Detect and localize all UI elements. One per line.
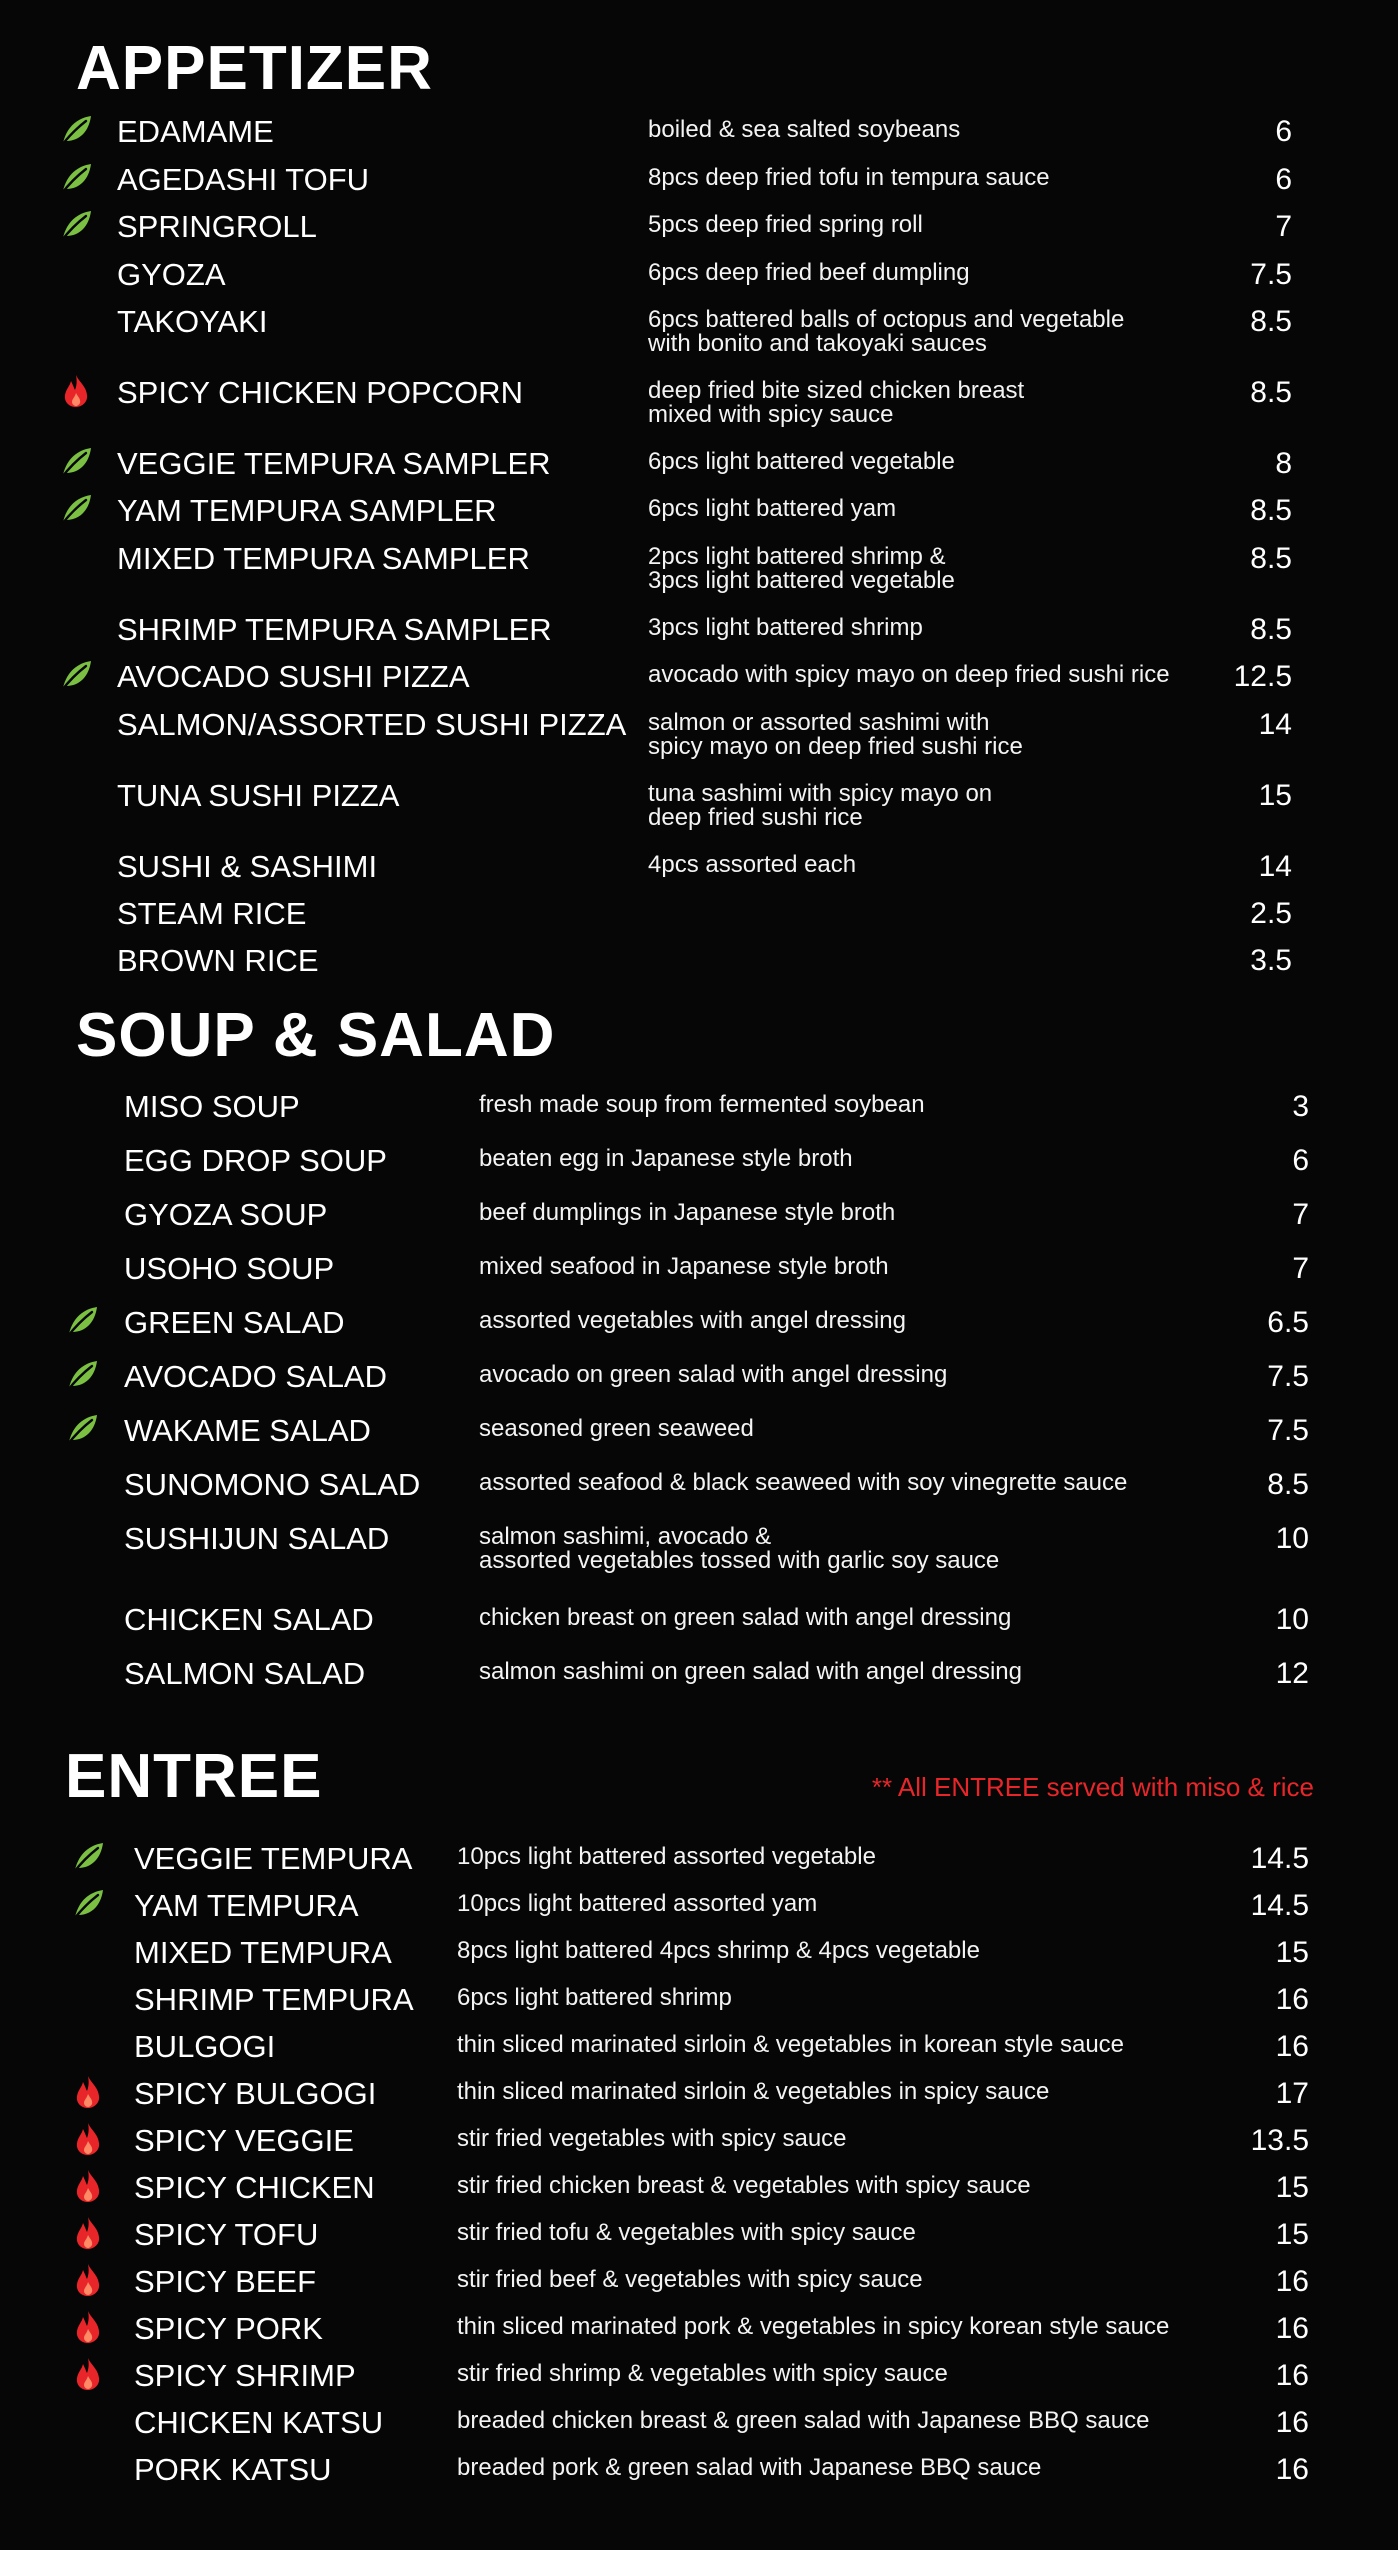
appetizer-item: [0, 657, 1398, 697]
appetizer-title: APPETIZER: [76, 34, 433, 103]
item-name: TUNA SUSHI PIZZA: [117, 778, 400, 813]
appetizer-item: [0, 255, 1398, 295]
item-price: 10: [1275, 1603, 1309, 1636]
entree-item: [0, 2215, 1398, 2255]
flame-icon: [70, 2168, 106, 2204]
appetizer-item: [0, 207, 1398, 247]
item-name: BROWN RICE: [117, 943, 319, 978]
item-description: 6pcs light battered vegetable: [648, 448, 955, 475]
entree-item: [0, 2121, 1398, 2161]
appetizer-item: [0, 373, 1398, 428]
flame-icon: [70, 2121, 106, 2157]
item-name: SPICY BULGOGI: [134, 2076, 377, 2111]
item-name: SPICY TOFU: [134, 2217, 319, 2252]
leaf-icon: [64, 1357, 100, 1393]
item-name: MIXED TEMPURA SAMPLER: [117, 541, 530, 576]
item-price: 14.5: [1250, 1842, 1309, 1875]
flame-icon: [70, 2262, 106, 2298]
entree-item: [0, 1933, 1398, 1973]
item-price: 8.5: [1250, 494, 1292, 527]
flame-icon: [70, 2215, 106, 2251]
item-description: stir fried shrimp & vegetables with spicy sauce: [457, 2360, 948, 2387]
item-description: 8pcs light battered 4pcs shrimp & 4pcs vegetable: [457, 1937, 980, 1964]
item-price: 12.5: [1233, 660, 1292, 693]
item-description: avocado with spicy mayo on deep fried sushi rice: [648, 661, 1170, 688]
soup-salad-item: [0, 1087, 1398, 1127]
soup-salad-title: SOUP & SALAD: [76, 1001, 556, 1070]
item-price: 7.5: [1267, 1414, 1309, 1447]
item-name: SPICY VEGGIE: [134, 2123, 354, 2158]
item-description: seasoned green seaweed: [479, 1415, 754, 1442]
item-description: salmon sashimi on green salad with angel dressing: [479, 1658, 1022, 1685]
item-price: 7: [1292, 1252, 1309, 1285]
soup-salad-item: [0, 1519, 1398, 1574]
item-price: 6: [1275, 115, 1292, 148]
leaf-icon: [58, 207, 94, 243]
item-price: 15: [1275, 2171, 1309, 2204]
appetizer-item: [0, 776, 1398, 831]
item-name: USOHO SOUP: [124, 1251, 335, 1286]
item-description: thin sliced marinated pork & vegetables in spicy korean style sauce: [457, 2313, 1170, 2340]
leaf-icon: [64, 1411, 100, 1447]
item-description: chicken breast on green salad with angel dressing: [479, 1604, 1012, 1631]
soup-salad-item: [0, 1654, 1398, 1694]
flame-icon: [70, 2356, 106, 2392]
item-description: 4pcs assorted each: [648, 851, 857, 878]
leaf-icon: [58, 657, 94, 693]
item-description: beef dumplings in Japanese style broth: [479, 1199, 896, 1226]
item-name: AVOCADO SALAD: [124, 1359, 388, 1394]
item-name: GYOZA SOUP: [124, 1197, 328, 1232]
leaf-icon: [70, 1839, 106, 1875]
item-price: 2.5: [1250, 897, 1292, 930]
leaf-icon: [58, 160, 94, 196]
entree-item: [0, 1980, 1398, 2020]
entree-item: [0, 2027, 1398, 2067]
item-description: avocado on green salad with angel dressing: [479, 1361, 948, 1388]
appetizer-item: [0, 444, 1398, 484]
entree-note: ** All ENTREE served with miso & rice: [871, 1772, 1314, 1802]
item-name: SPICY SHRIMP: [134, 2358, 356, 2393]
item-description: 10pcs light battered assorted vegetable: [457, 1843, 876, 1870]
item-name: SHRIMP TEMPURA SAMPLER: [117, 612, 552, 647]
item-price: 8.5: [1250, 613, 1292, 646]
item-description: stir fried chicken breast & vegetables with spicy sauce: [457, 2172, 1031, 2199]
leaf-icon: [70, 1886, 106, 1922]
item-description: thin sliced marinated sirloin & vegetables in korean style sauce: [457, 2031, 1125, 2058]
item-description: stir fried beef & vegetables with spicy sauce: [457, 2266, 923, 2293]
item-price: 14: [1258, 708, 1292, 741]
appetizer-item: [0, 302, 1398, 357]
item-price: 7: [1292, 1198, 1309, 1231]
item-name: EDAMAME: [117, 114, 274, 149]
item-description: mixed seafood in Japanese style broth: [479, 1253, 889, 1280]
item-name: SPICY BEEF: [134, 2264, 317, 2299]
item-price: 14: [1258, 850, 1292, 883]
item-description: 5pcs deep fried spring roll: [648, 211, 923, 238]
item-description: 10pcs light battered assorted yam: [457, 1890, 818, 1917]
item-name: SUSHI & SASHIMI: [117, 849, 378, 884]
item-description: assorted seafood & black seaweed with soy vinegrette sauce: [479, 1469, 1128, 1496]
item-description: 6pcs light battered shrimp: [457, 1984, 732, 2011]
item-description: boiled & sea salted soybeans: [648, 116, 961, 143]
item-name: AGEDASHI TOFU: [117, 162, 370, 197]
item-description: beaten egg in Japanese style broth: [479, 1145, 853, 1172]
item-price: 16: [1275, 2312, 1309, 2345]
entree-item: [0, 2168, 1398, 2208]
item-description: 8pcs deep fried tofu in tempura sauce: [648, 164, 1050, 191]
item-price: 7.5: [1267, 1360, 1309, 1393]
appetizer-item: [0, 610, 1398, 650]
item-name: MISO SOUP: [124, 1089, 300, 1124]
entree-item: [0, 2403, 1398, 2443]
appetizer-item: [0, 705, 1398, 760]
item-description: salmon or assorted sashimi with spicy mayo on deep fried sushi rice: [648, 709, 1023, 760]
item-price: 14.5: [1250, 1889, 1309, 1922]
flame-icon: [70, 2074, 106, 2110]
appetizer-item: [0, 539, 1398, 594]
item-name: STEAM RICE: [117, 896, 307, 931]
leaf-icon: [58, 112, 94, 148]
item-name: GYOZA: [117, 257, 226, 292]
item-price: 16: [1275, 2453, 1309, 2486]
item-description: 6pcs light battered yam: [648, 495, 897, 522]
flame-icon: [70, 2309, 106, 2345]
entree-item: [0, 2262, 1398, 2302]
item-price: 16: [1275, 2359, 1309, 2392]
item-price: 13.5: [1250, 2124, 1309, 2157]
item-name: YAM TEMPURA: [134, 1888, 359, 1923]
item-name: PORK KATSU: [134, 2452, 332, 2487]
item-name: VEGGIE TEMPURA SAMPLER: [117, 446, 551, 481]
item-name: EGG DROP SOUP: [124, 1143, 387, 1178]
appetizer-item: [0, 491, 1398, 531]
item-name: SPICY CHICKEN POPCORN: [117, 375, 523, 410]
item-name: SPICY PORK: [134, 2311, 323, 2346]
item-price: 16: [1275, 2406, 1309, 2439]
item-price: 6: [1292, 1144, 1309, 1177]
item-price: 12: [1275, 1657, 1309, 1690]
appetizer-item: [0, 847, 1398, 887]
entree-item: [0, 2356, 1398, 2396]
appetizer-item: [0, 894, 1398, 934]
item-price: 15: [1275, 1936, 1309, 1969]
soup-salad-item: [0, 1195, 1398, 1235]
soup-salad-item: [0, 1357, 1398, 1397]
item-name: GREEN SALAD: [124, 1305, 345, 1340]
item-description: stir fried vegetables with spicy sauce: [457, 2125, 847, 2152]
item-description: deep fried bite sized chicken breast mixed with spicy sauce: [648, 377, 1025, 428]
entree-title: ENTREE: [65, 1742, 323, 1811]
appetizer-item: [0, 112, 1398, 152]
item-name: TAKOYAKI: [117, 304, 268, 339]
item-description: salmon sashimi, avocado & assorted vegetables tossed with garlic soy sauce: [479, 1523, 1000, 1574]
item-description: stir fried tofu & vegetables with spicy sauce: [457, 2219, 916, 2246]
item-description: 6pcs deep fried beef dumpling: [648, 259, 970, 286]
item-price: 8.5: [1250, 542, 1292, 575]
item-name: YAM TEMPURA SAMPLER: [117, 493, 497, 528]
item-name: AVOCADO SUSHI PIZZA: [117, 659, 470, 694]
item-name: SHRIMP TEMPURA: [134, 1982, 414, 2017]
leaf-icon: [64, 1303, 100, 1339]
item-name: VEGGIE TEMPURA: [134, 1841, 413, 1876]
item-price: 17: [1275, 2077, 1309, 2110]
soup-salad-item: [0, 1141, 1398, 1181]
item-price: 8: [1275, 447, 1292, 480]
item-name: SUNOMONO SALAD: [124, 1467, 421, 1502]
item-name: CHICKEN KATSU: [134, 2405, 384, 2440]
soup-salad-item: [0, 1465, 1398, 1505]
item-description: breaded pork & green salad with Japanese BBQ sauce: [457, 2454, 1042, 2481]
item-description: assorted vegetables with angel dressing: [479, 1307, 906, 1334]
item-name: SPRINGROLL: [117, 209, 317, 244]
item-name: SALMON/ASSORTED SUSHI PIZZA: [117, 707, 627, 742]
item-price: 10: [1275, 1522, 1309, 1555]
item-description: breaded chicken breast & green salad with Japanese BBQ sauce: [457, 2407, 1150, 2434]
item-name: SALMON SALAD: [124, 1656, 366, 1691]
item-name: SPICY CHICKEN: [134, 2170, 375, 2205]
item-price: 6.5: [1267, 1306, 1309, 1339]
item-description: thin sliced marinated sirloin & vegetables in spicy sauce: [457, 2078, 1050, 2105]
item-price: 8.5: [1250, 305, 1292, 338]
item-description: 6pcs battered balls of octopus and vegetable with bonito and takoyaki sauces: [648, 306, 1125, 357]
item-description: 2pcs light battered shrimp & 3pcs light battered vegetable: [648, 543, 955, 594]
item-name: MIXED TEMPURA: [134, 1935, 392, 1970]
item-price: 7: [1275, 210, 1292, 243]
item-description: fresh made soup from fermented soybean: [479, 1091, 925, 1118]
entree-item: [0, 2450, 1398, 2490]
item-name: CHICKEN SALAD: [124, 1602, 374, 1637]
item-price: 15: [1258, 779, 1292, 812]
item-price: 8.5: [1250, 376, 1292, 409]
item-price: 8.5: [1267, 1468, 1309, 1501]
item-price: 16: [1275, 2030, 1309, 2063]
item-description: 3pcs light battered shrimp: [648, 614, 923, 641]
item-description: tuna sashimi with spicy mayo on deep fried sushi rice: [648, 780, 993, 831]
item-name: WAKAME SALAD: [124, 1413, 371, 1448]
item-price: 3.5: [1250, 944, 1292, 977]
soup-salad-item: [0, 1303, 1398, 1343]
soup-salad-item: [0, 1600, 1398, 1640]
leaf-icon: [58, 444, 94, 480]
appetizer-item: [0, 941, 1398, 981]
item-price: 15: [1275, 2218, 1309, 2251]
entree-item: [0, 2074, 1398, 2114]
item-price: 6: [1275, 163, 1292, 196]
leaf-icon: [58, 491, 94, 527]
item-price: 3: [1292, 1090, 1309, 1123]
entree-item: [0, 2309, 1398, 2349]
appetizer-item: [0, 160, 1398, 200]
entree-item: [0, 1839, 1398, 1879]
item-price: 16: [1275, 2265, 1309, 2298]
soup-salad-item: [0, 1411, 1398, 1451]
flame-icon: [58, 373, 94, 409]
soup-salad-item: [0, 1249, 1398, 1289]
entree-item: [0, 1886, 1398, 1926]
item-price: 16: [1275, 1983, 1309, 2016]
item-name: BULGOGI: [134, 2029, 276, 2064]
item-name: SUSHIJUN SALAD: [124, 1521, 390, 1556]
item-price: 7.5: [1250, 258, 1292, 291]
